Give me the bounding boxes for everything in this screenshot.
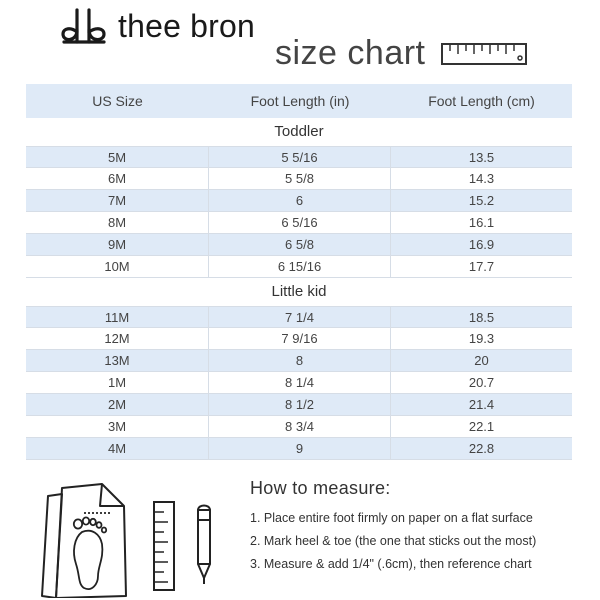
cell-foot-length-cm: 13.5	[468, 149, 495, 165]
cell-us-size: 13M	[26, 350, 209, 371]
brand	[60, 6, 255, 46]
cell-us-size: 2M	[26, 394, 209, 415]
table-row	[26, 328, 572, 350]
cell-us-size: 5M	[26, 147, 209, 167]
section-rows	[26, 146, 572, 278]
size-table	[26, 84, 572, 460]
table-row	[26, 190, 572, 212]
step-2: 2. Mark heel & toe (the one that sticks out the most)	[250, 534, 537, 548]
cell-foot-length-cm: 18.5	[468, 309, 495, 325]
measuring-illustration	[40, 480, 230, 598]
cell-us-size: 11M	[26, 307, 209, 327]
cell-us-size: 3M	[26, 416, 209, 437]
how-to-measure	[250, 478, 590, 580]
paper-icon	[42, 484, 126, 598]
cell-us-size: 12M	[26, 328, 209, 349]
cell-us-size: 6M	[26, 168, 209, 189]
table-sections	[26, 118, 572, 460]
header-foot-length-in: Foot Length (in)	[250, 93, 350, 109]
chart-title-text: size chart	[275, 34, 426, 72]
foot-icon	[74, 513, 112, 589]
cell-foot-length-in: 7 1/4	[209, 307, 391, 327]
table-row	[26, 168, 572, 190]
cell-us-size: 7M	[26, 190, 209, 211]
cell-us-size: 10M	[26, 256, 209, 277]
table-row	[26, 394, 572, 416]
cell-us-size: 1M	[26, 372, 209, 393]
table-row	[26, 438, 572, 460]
cell-foot-length-in: 6 15/16	[209, 256, 391, 277]
cell-foot-length-in: 8 3/4	[209, 416, 391, 437]
cell-foot-length-cm: 20.7	[468, 375, 495, 390]
cell-foot-length-cm: 14.3	[468, 171, 495, 186]
cell-foot-length-in: 9	[209, 438, 391, 459]
table-row	[26, 372, 572, 394]
table-row	[26, 234, 572, 256]
cell-foot-length-in: 8 1/4	[209, 372, 391, 393]
ruler-icon	[440, 41, 528, 67]
cell-foot-length-cm: 21.4	[468, 397, 495, 412]
header-us-size: US Size	[92, 93, 143, 109]
brand-name: thee bron	[118, 7, 256, 44]
table-row	[26, 416, 572, 438]
cell-foot-length-cm: 17.7	[468, 259, 495, 274]
cell-foot-length-in: 6 5/8	[209, 234, 391, 255]
cell-foot-length-cm: 22.1	[468, 419, 495, 434]
cell-foot-length-cm: 15.2	[468, 193, 495, 208]
cell-foot-length-cm: 16.9	[468, 237, 495, 252]
pencil-icon	[198, 506, 210, 585]
cell-us-size: 9M	[26, 234, 209, 255]
section-rows	[26, 306, 572, 460]
cell-foot-length-cm: 22.8	[468, 441, 495, 456]
cell-foot-length-cm: 16.1	[468, 215, 495, 230]
cell-foot-length-in: 5 5/16	[209, 147, 391, 167]
cell-us-size: 8M	[26, 212, 209, 233]
table-row	[26, 350, 572, 372]
step-3: 3. Measure & add 1/4" (.6cm), then reference chart	[250, 557, 532, 571]
cell-foot-length-cm: 19.3	[468, 331, 495, 346]
cell-foot-length-cm: 20	[474, 353, 489, 368]
brand-logo-icon	[60, 6, 108, 46]
section-title: Little kid	[271, 283, 327, 300]
header-foot-length-cm: Foot Length (cm)	[428, 93, 535, 109]
table-header	[26, 84, 572, 118]
cell-foot-length-in: 6	[209, 190, 391, 211]
cell-foot-length-in: 8	[209, 350, 391, 371]
step-1: 1. Place entire foot firmly on paper on a flat surface	[250, 511, 533, 525]
table-row	[26, 306, 572, 328]
cell-foot-length-in: 6 5/16	[209, 212, 391, 233]
cell-foot-length-in: 8 1/2	[209, 394, 391, 415]
table-row	[26, 256, 572, 278]
ruler-small-icon	[154, 502, 174, 590]
cell-foot-length-in: 5 5/8	[209, 168, 391, 189]
cell-foot-length-in: 7 9/16	[209, 328, 391, 349]
chart-title	[275, 34, 528, 73]
table-row	[26, 146, 572, 168]
table-row	[26, 212, 572, 234]
section-title: Toddler	[274, 123, 324, 140]
how-to-measure-title: How to measure:	[250, 478, 391, 498]
cell-us-size: 4M	[26, 438, 209, 459]
